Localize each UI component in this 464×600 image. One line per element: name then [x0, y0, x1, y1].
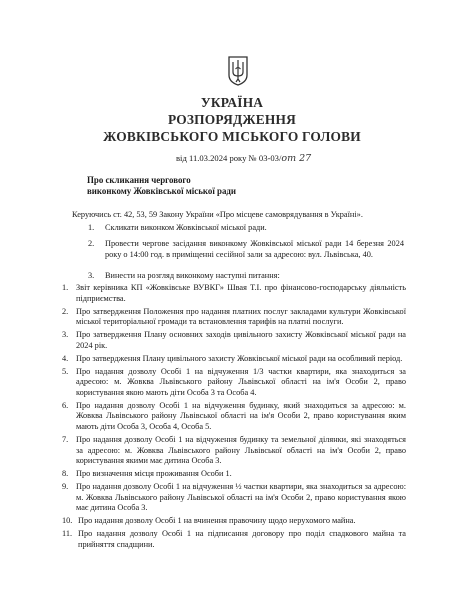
- agenda-item: [62, 354, 406, 365]
- subject-line-2: виконкому Жовківської міської ради: [87, 186, 237, 197]
- agenda-item-text: Про надання дозволу Особі 1 на підписання договору про поділ спадкового майна та прийняття спадщини.: [78, 529, 406, 549]
- step-text: Винести на розгляд виконкому наступні питання:: [105, 271, 280, 280]
- step-number: 2.: [88, 239, 95, 248]
- date-number-line: [176, 153, 311, 164]
- agenda-item-number: 7.: [62, 435, 69, 445]
- agenda-item-number: 3.: [62, 330, 69, 340]
- agenda-item: [62, 307, 406, 328]
- step-text: Скликати виконком Жовківської міської ради.: [105, 223, 267, 232]
- agenda-item-text: Про надання дозволу Особі 1 на вчинення правочину щодо нерухомого майна.: [78, 516, 356, 526]
- agenda-item-number: 2.: [62, 306, 69, 316]
- subject-line-1: Про скликання чергового: [87, 175, 191, 185]
- agenda-item: [62, 482, 406, 514]
- agenda-item-text: Про визначення місця проживання Особи 1.: [76, 469, 232, 479]
- agenda-item: [62, 401, 406, 433]
- header-doc-type: РОЗПОРЯДЖЕННЯ: [167, 112, 297, 127]
- agenda-item-text: Звіт керівника КП «Жовківське ВУВКГ» Швая Т.І. про фінансово-господарську діяльність підприємства.: [76, 283, 406, 303]
- step-text: Провести чергове засідання виконкому Жовківської міської ради 14 березня 2024 року о 14:00 год. в приміщенні сесійної зали за адресою: вул. Львівська, 40.: [105, 239, 404, 259]
- agenda-item-number: 10.: [62, 516, 73, 526]
- agenda-item: [62, 516, 406, 527]
- agenda-item-number: 9.: [62, 482, 69, 492]
- date-number-printed: від 11.03.2024 року № 03-03/: [176, 153, 282, 163]
- agenda-item: [62, 529, 406, 550]
- agenda-item-number: 1.: [62, 283, 69, 292]
- step-3: [88, 271, 404, 282]
- agenda-item-number: 6.: [62, 400, 69, 410]
- agenda-item-text: Про надання дозволу Особі 1 на відчуження ½ частки квартири, яка знаходиться за адресою: м. Жовква Львівського району Львівської області на ім'я Особи 2, право користування якою має дитина Особа 3.: [76, 482, 406, 513]
- agenda-item-number: 11.: [62, 529, 73, 539]
- agenda-item-number: 5.: [62, 366, 69, 376]
- trident-emblem-icon: [227, 55, 249, 87]
- agenda-item: [62, 367, 406, 399]
- agenda-item-text: Про надання дозволу Особі 1 на відчуження 1/3 частки квартири, яка знаходиться за адресою: м. Жовква Львівського району Львівської області на ім'я Особи 2, право користування якою мають діти Особа 3 та Особа 4.: [76, 366, 406, 397]
- agenda-item-text: Про надання дозволу Особі 1 на відчуження будинку, який знаходиться за адресою: м. Жовква Львівського району Львівської області на ім'я Особи 2, право користування яким мають діти Особа 3, Особа 4, Особа 5.: [76, 400, 406, 432]
- step-number: 1.: [88, 223, 95, 232]
- step-1: [88, 223, 404, 234]
- agenda-item-number: 4.: [62, 353, 69, 363]
- agenda-item: [62, 435, 406, 467]
- intro-paragraph: Керуючись ст. 42, 53, 59 Закону України «Про місцеве самоврядування в Україні».: [72, 210, 363, 219]
- agenda-list: [62, 283, 406, 553]
- header-country: УКРАЇНА: [200, 95, 264, 110]
- agenda-item-text: Про затвердження Плану цивільного захисту Жовківської міської ради на особливий період.: [76, 353, 403, 363]
- step-number: 3.: [88, 271, 95, 280]
- agenda-item: [62, 330, 406, 351]
- agenda-item-text: Про затвердження Плану основних заходів цивільного захисту Жовківської міської ради на 2024 рік.: [76, 330, 406, 350]
- agenda-item-text: Про затвердження Положення про надання платних послуг закладами культури Жовківської міської територіальної громади та встановлення тарифів на платні послуги.: [76, 306, 406, 327]
- handwritten-number: от 27: [281, 153, 312, 164]
- step-2: [88, 239, 404, 260]
- agenda-item: [62, 469, 406, 480]
- agenda-item: [62, 283, 406, 304]
- subject-heading: [87, 175, 236, 198]
- agenda-item-text: Про надання дозволу Особі 1 на відчуження будинку та земельної ділянки, які знаходяться за адресою: м. Жовква Львівського району Львівської області на ім'я Особи 2, право користування якими має дитина Особа 3.: [76, 435, 406, 466]
- agenda-item-number: 8.: [62, 469, 69, 479]
- header-authority: ЖОВКІВСЬКОГО МІСЬКОГО ГОЛОВИ: [103, 129, 361, 144]
